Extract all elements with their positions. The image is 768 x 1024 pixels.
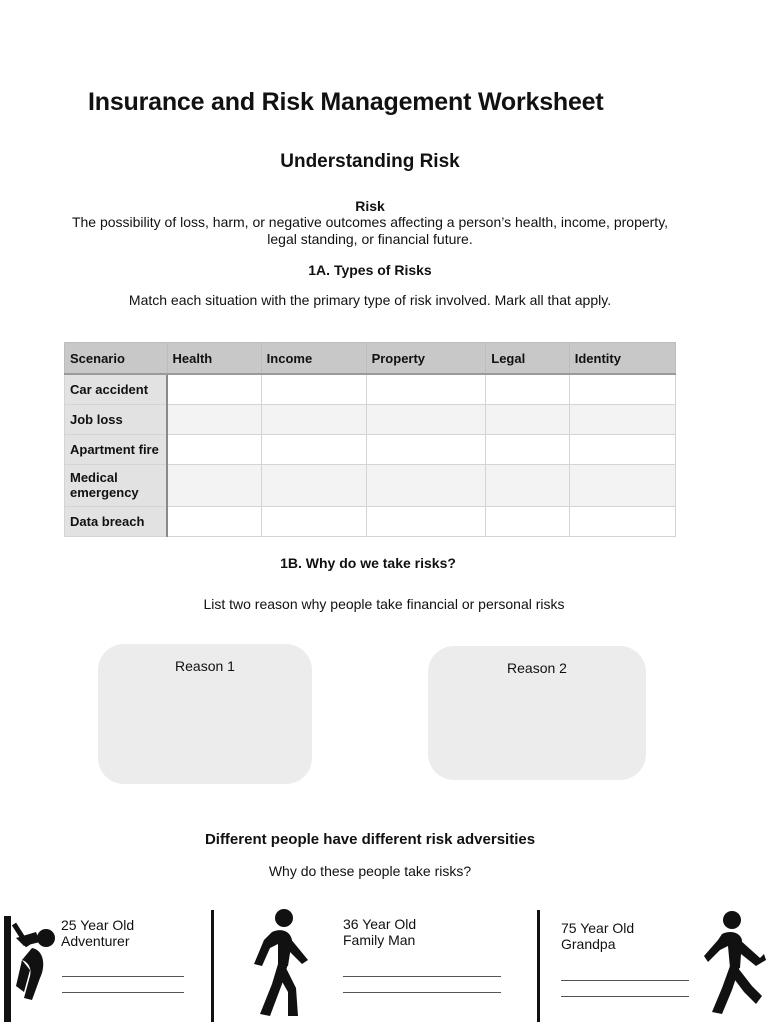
answer-line[interactable] bbox=[343, 976, 501, 977]
answer-cell[interactable] bbox=[486, 434, 569, 464]
section-1a-heading: 1A. Types of Risks bbox=[308, 262, 432, 278]
section-1b-heading: 1B. Why do we take risks? bbox=[280, 555, 456, 571]
answer-cell[interactable] bbox=[486, 404, 569, 434]
divider bbox=[537, 910, 540, 1022]
answer-cell[interactable] bbox=[167, 506, 261, 536]
column-header: Scenario bbox=[65, 343, 168, 375]
person-2-label bbox=[343, 916, 416, 948]
answer-cell[interactable] bbox=[261, 404, 366, 434]
answer-cell[interactable] bbox=[486, 506, 569, 536]
column-header: Property bbox=[366, 343, 486, 375]
column-header: Income bbox=[261, 343, 366, 375]
table-row bbox=[65, 404, 676, 434]
risk-definition: The possibility of loss, harm, or negative outcomes affecting a person’s health, income, property, legal standing, or financial future. bbox=[71, 214, 669, 247]
running-person-icon bbox=[704, 910, 766, 1016]
answer-cell[interactable] bbox=[366, 434, 486, 464]
reason-2-label: Reason 2 bbox=[507, 660, 567, 676]
person-1-label bbox=[61, 917, 134, 949]
answer-cell[interactable] bbox=[366, 404, 486, 434]
answer-cell[interactable] bbox=[486, 464, 569, 506]
risk-types-table bbox=[64, 342, 676, 537]
answer-cell[interactable] bbox=[167, 464, 261, 506]
row-label: Data breach bbox=[65, 506, 168, 536]
answer-line[interactable] bbox=[343, 992, 501, 993]
person-3-age: 75 Year Old bbox=[561, 920, 635, 936]
section-2-instruction: Why do these people take risks? bbox=[268, 863, 472, 879]
table-row bbox=[65, 374, 676, 404]
walking-person-icon bbox=[242, 908, 314, 1020]
section-2-heading: Different people have different risk adversities bbox=[204, 831, 536, 848]
answer-cell[interactable] bbox=[569, 374, 675, 404]
answer-cell[interactable] bbox=[569, 434, 675, 464]
answer-cell[interactable] bbox=[366, 464, 486, 506]
table-header-row bbox=[65, 343, 676, 375]
table-row bbox=[65, 434, 676, 464]
answer-cell[interactable] bbox=[486, 374, 569, 404]
person-3-type: Grandpa bbox=[561, 936, 616, 952]
answer-cell[interactable] bbox=[569, 464, 675, 506]
answer-cell[interactable] bbox=[261, 464, 366, 506]
answer-line[interactable] bbox=[62, 992, 184, 993]
worksheet-title: Insurance and Risk Management Worksheet bbox=[88, 88, 604, 116]
reason-2-box[interactable] bbox=[428, 646, 646, 780]
answer-line[interactable] bbox=[561, 980, 689, 981]
column-header: Legal bbox=[486, 343, 569, 375]
risk-term: Risk bbox=[355, 198, 385, 214]
row-label: Job loss bbox=[65, 404, 168, 434]
section-1b-instruction: List two reason why people take financial or personal risks bbox=[203, 596, 565, 612]
answer-cell[interactable] bbox=[366, 374, 486, 404]
person-2-type: Family Man bbox=[343, 932, 416, 948]
section-1a-instruction: Match each situation with the primary type of risk involved. Mark all that apply. bbox=[128, 292, 612, 308]
answer-cell[interactable] bbox=[261, 374, 366, 404]
person-1-type: Adventurer bbox=[61, 933, 130, 949]
column-header: Identity bbox=[569, 343, 675, 375]
section-subtitle: Understanding Risk bbox=[280, 151, 460, 172]
reason-1-box[interactable] bbox=[98, 644, 312, 784]
climber-icon bbox=[2, 916, 58, 1022]
answer-cell[interactable] bbox=[569, 404, 675, 434]
answer-cell[interactable] bbox=[569, 506, 675, 536]
table-row bbox=[65, 506, 676, 536]
person-1-age: 25 Year Old bbox=[61, 917, 135, 933]
reason-1-label: Reason 1 bbox=[175, 658, 235, 674]
column-header: Health bbox=[167, 343, 261, 375]
answer-cell[interactable] bbox=[261, 506, 366, 536]
row-label: Medical emergency bbox=[65, 464, 168, 506]
answer-cell[interactable] bbox=[366, 506, 486, 536]
table-row bbox=[65, 464, 676, 506]
answer-cell[interactable] bbox=[261, 434, 366, 464]
divider bbox=[211, 910, 214, 1022]
answer-line[interactable] bbox=[561, 996, 689, 997]
person-2-age: 36 Year Old bbox=[343, 916, 417, 932]
row-label: Car accident bbox=[65, 374, 168, 404]
answer-cell[interactable] bbox=[167, 404, 261, 434]
answer-line[interactable] bbox=[62, 976, 184, 977]
answer-cell[interactable] bbox=[167, 374, 261, 404]
row-label: Apartment fire bbox=[65, 434, 168, 464]
person-3-label bbox=[561, 920, 634, 952]
answer-cell[interactable] bbox=[167, 434, 261, 464]
